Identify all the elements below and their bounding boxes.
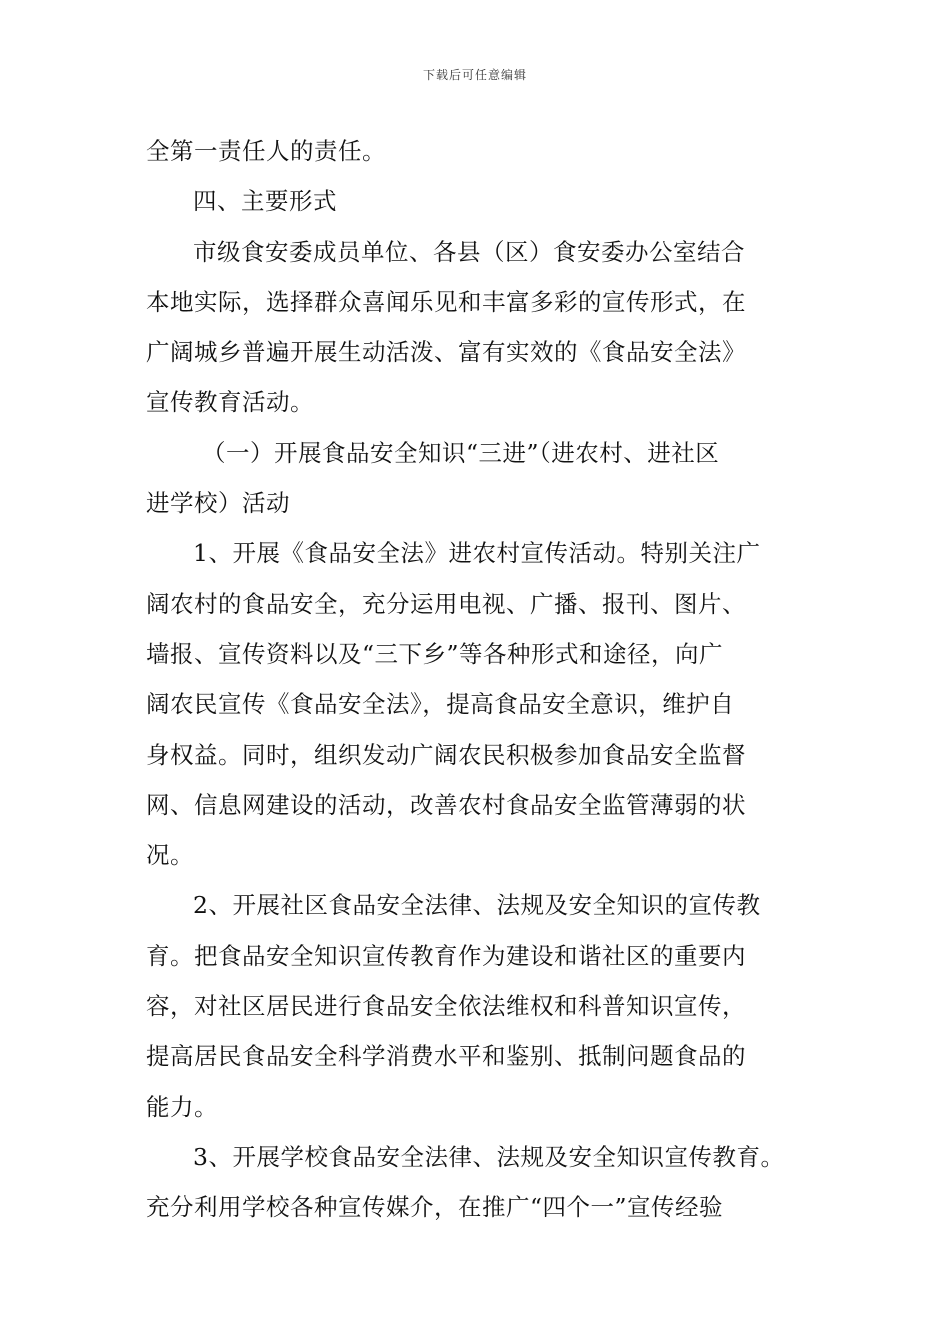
text-line: 宣传教育活动。 [146, 388, 314, 417]
document-body [146, 126, 806, 1233]
section-heading: 四、主要形式 [193, 187, 337, 216]
subsection-heading: （一）开展食品安全知识“三进”（进农村、进社区 [202, 438, 720, 467]
text-line: 况。 [146, 841, 194, 870]
text-line: 容，对社区居民进行食品安全依法维权和科普知识宣传， [146, 992, 746, 1021]
text-line: 阔农村的食品安全，充分运用电视、广播、报刊、图片、 [146, 589, 746, 618]
text-line: 进学校）活动 [146, 489, 290, 518]
text-line: 提高居民食品安全科学消费水平和鉴别、抵制问题食品的 [146, 1042, 746, 1071]
paragraph-start: 3、开展学校食品安全法律、法规及安全知识宣传教育。 [193, 1142, 785, 1171]
paragraph-start: 2、开展社区食品安全法律、法规及安全知识的宣传教 [193, 891, 761, 920]
text-line: 墙报、宣传资料以及“三下乡”等各种形式和途径，向广 [146, 639, 724, 668]
paragraph-start: 1、开展《食品安全法》进农村宣传活动。特别关注广 [193, 539, 761, 568]
text-line: 网、信息网建设的活动，改善农村食品安全监管薄弱的状 [146, 790, 746, 819]
text-line: 全第一责任人的责任。 [146, 137, 386, 165]
text-line: 身权益。同时，组织发动广阔农民积极参加食品安全监督 [146, 740, 746, 769]
text-line: 育。把食品安全知识宣传教育作为建设和谐社区的重要内 [146, 941, 746, 970]
text-line: 阔农民宣传《食品安全法》，提高食品安全意识，维护自 [146, 690, 735, 719]
text-line: 能力。 [146, 1092, 218, 1121]
text-line: 广阔城乡普遍开展生动活泼、富有实效的《食品安全法》 [146, 338, 746, 367]
page-header: 下载后可任意编辑 [422, 68, 527, 82]
paragraph-start: 市级食安委成员单位、各县（区）食安委办公室结合 [193, 237, 745, 266]
text-line: 本地实际，选择群众喜闻乐见和丰富多彩的宣传形式，在 [146, 287, 746, 316]
text-line: 充分利用学校各种宣传媒介，在推广“四个一”宣传经验 [146, 1193, 724, 1222]
